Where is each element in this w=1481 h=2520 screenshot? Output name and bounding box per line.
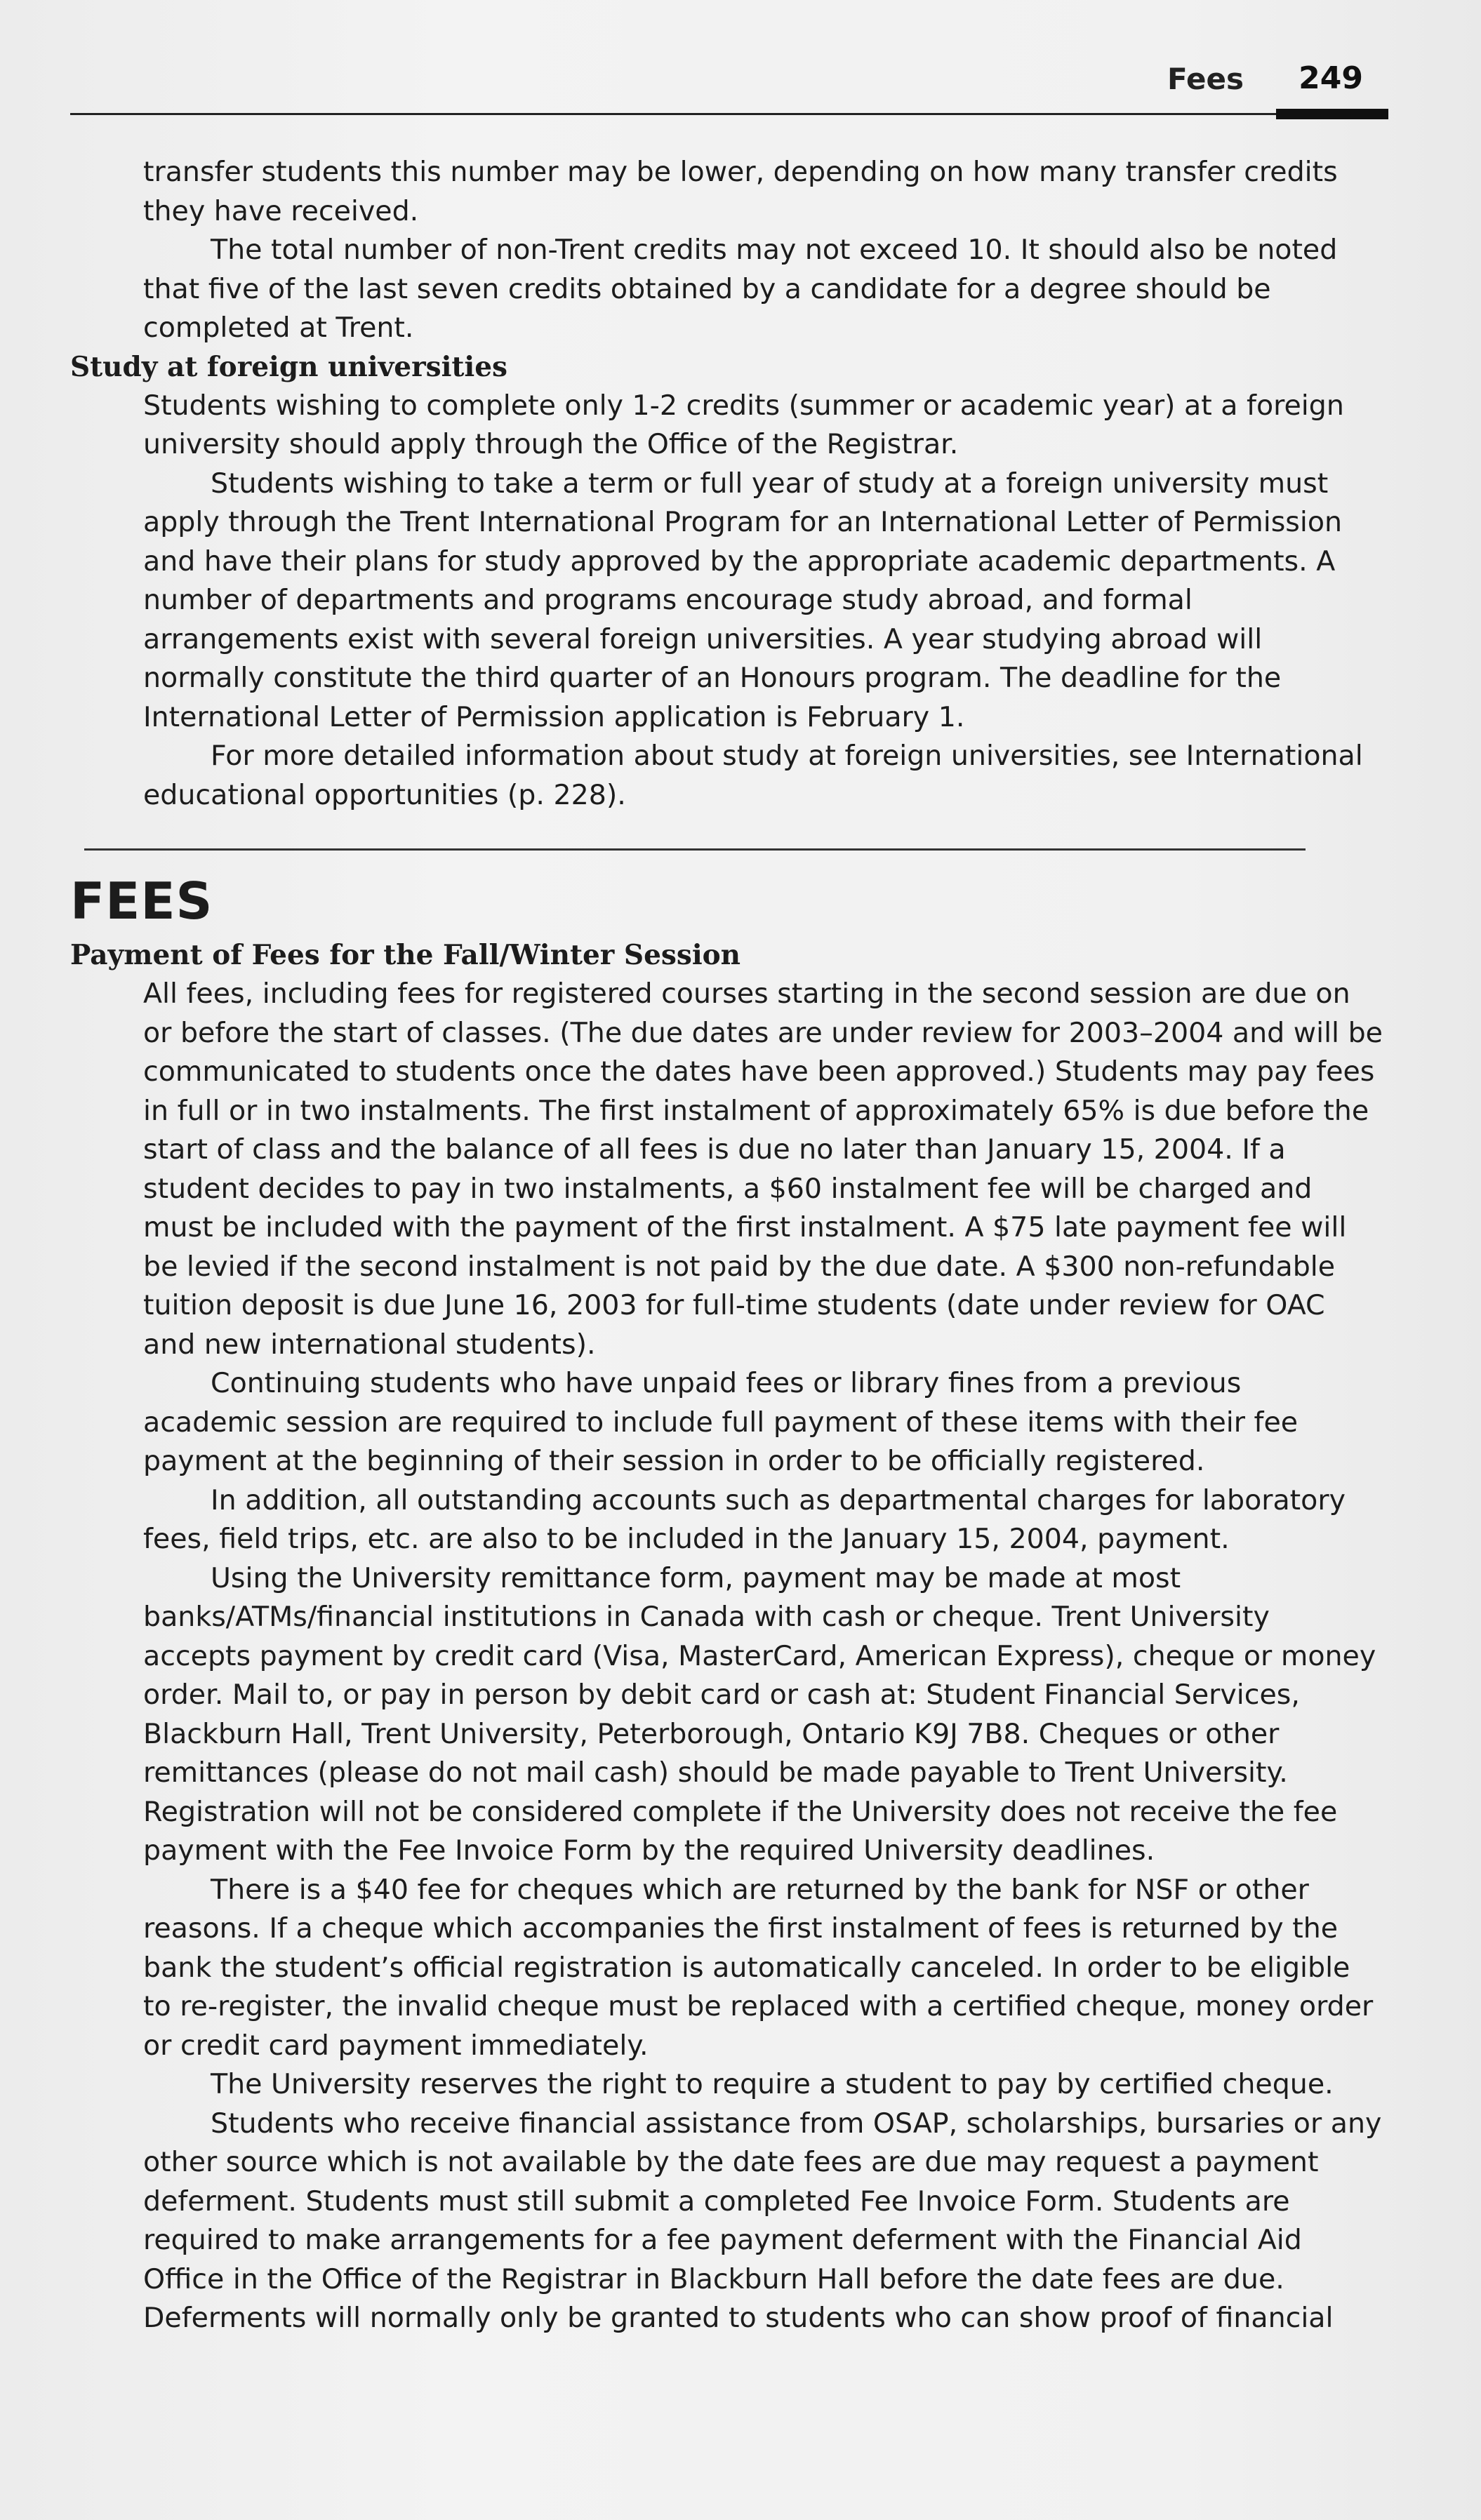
fees-title: FEES xyxy=(70,872,213,931)
fees-subheading: Payment of Fees for the Fall/Winter Session xyxy=(70,939,741,971)
running-head: Fees xyxy=(1167,62,1244,96)
fees-paragraph-5: There is a $40 fee for cheques which are returned by the bank for NSF or other reasons. If a cheque which accompanies the first instalment of fees is returned by the bank the student’s official registration is automatically canceled. In order to be eligible to re-register, the invalid cheque must be replaced with a certified cheque, money order or credit card payment immediately. xyxy=(143,1873,1374,2062)
header-rule-accent xyxy=(1276,109,1388,119)
page-body xyxy=(70,153,1390,2338)
intro-paragraph-2: The total number of non-Trent credits may not exceed 10. It should also be noted that five of the last seven credits obtained by a candidate for a degree should be completed at Trent. xyxy=(143,234,1338,344)
fees-paragraph-1: All fees, including fees for registered courses starting in the second session are due on or before the start of classes. (The due dates are under review for 2003–2004 and will be communicated to students once the dates have been approved.) Students may pay fees in full or in two instalments. The first instalment of approximately 65% is due before the start of class and the balance of all fees is due no later than January 15, 2004. If a student decides to pay in two instalments, a $60 instalment fee will be charged and must be included with the payment of the first instalment. A $75 late payment fee will be levied if the second instalment is not paid by the due date. A $300 non-refundable tuition deposit is due June 16, 2003 for full-time students (date under review for OAC and new international students). xyxy=(143,978,1383,1361)
foreign-paragraph-3: For more detailed information about study at foreign universities, see International educational opportunities (p. 228). xyxy=(143,740,1363,811)
fees-paragraph-4: Using the University remittance form, payment may be made at most banks/ATMs/financial institutions in Canada with cash or cheque. Trent University accepts payment by credit card (Visa, MasterCard, American Express), cheque or money order. Mail to, or pay in person by debit card or cash at: Student Financial Services, Blackburn Hall, Trent University, Peterborough, Ontario K9J 7B8. Cheques or other remittances (please do not mail cash) should be made payable to Trent University. Registration will not be considered complete if the University does not receive the fee payment with the Fee Invoice Form by the required University deadlines. xyxy=(143,1561,1376,1867)
fees-paragraph-2: Continuing students who have unpaid fees or library fines from a previous academic session are required to include full payment of these items with their fee payment at the beginning of their session in order to be officially registered. xyxy=(143,1367,1299,1477)
foreign-paragraph-2: Students wishing to take a term or full year of study at a foreign university must apply through the Trent International Program for an International Letter of Permission and have their plans for study approved by the appropriate academic departments. A number of departments and programs encourage study abroad, and formal arrangements exist with several foreign universities. A year studying abroad will normally constitute the third quarter of an Honours program. The deadline for the International Letter of Permission application is February 1. xyxy=(143,467,1343,733)
section-divider xyxy=(84,848,1306,851)
page-header xyxy=(70,59,1384,115)
foreign-heading: Study at foreign universities xyxy=(70,350,507,383)
foreign-paragraph-1: Students wishing to complete only 1-2 credits (summer or academic year) at a foreign university should apply through the Office of the Registrar. xyxy=(143,389,1344,460)
header-rule xyxy=(70,113,1384,115)
fees-paragraph-3: In addition, all outstanding accounts such as departmental charges for laboratory fees, field trips, etc. are also to be included in the January 15, 2004, payment. xyxy=(143,1484,1346,1555)
page-number: 249 xyxy=(1299,60,1363,96)
fees-paragraph-7: Students who receive financial assistance from OSAP, scholarships, bursaries or any other source which is not available by the date fees are due may request a payment deferment. Students must still submit a completed Fee Invoice Form. Students are required to make arrangements for a fee payment deferment with the Financial Aid Office in the Office of the Registrar in Blackburn Hall before the date fees are due. Deferments will normally only be granted to students who can show proof of financial xyxy=(143,2107,1382,2334)
fees-paragraph-6: The University reserves the right to require a student to pay by certified cheque. xyxy=(211,2068,1334,2100)
intro-paragraph-1: transfer students this number may be lower, depending on how many transfer credits they have received. xyxy=(143,156,1338,227)
